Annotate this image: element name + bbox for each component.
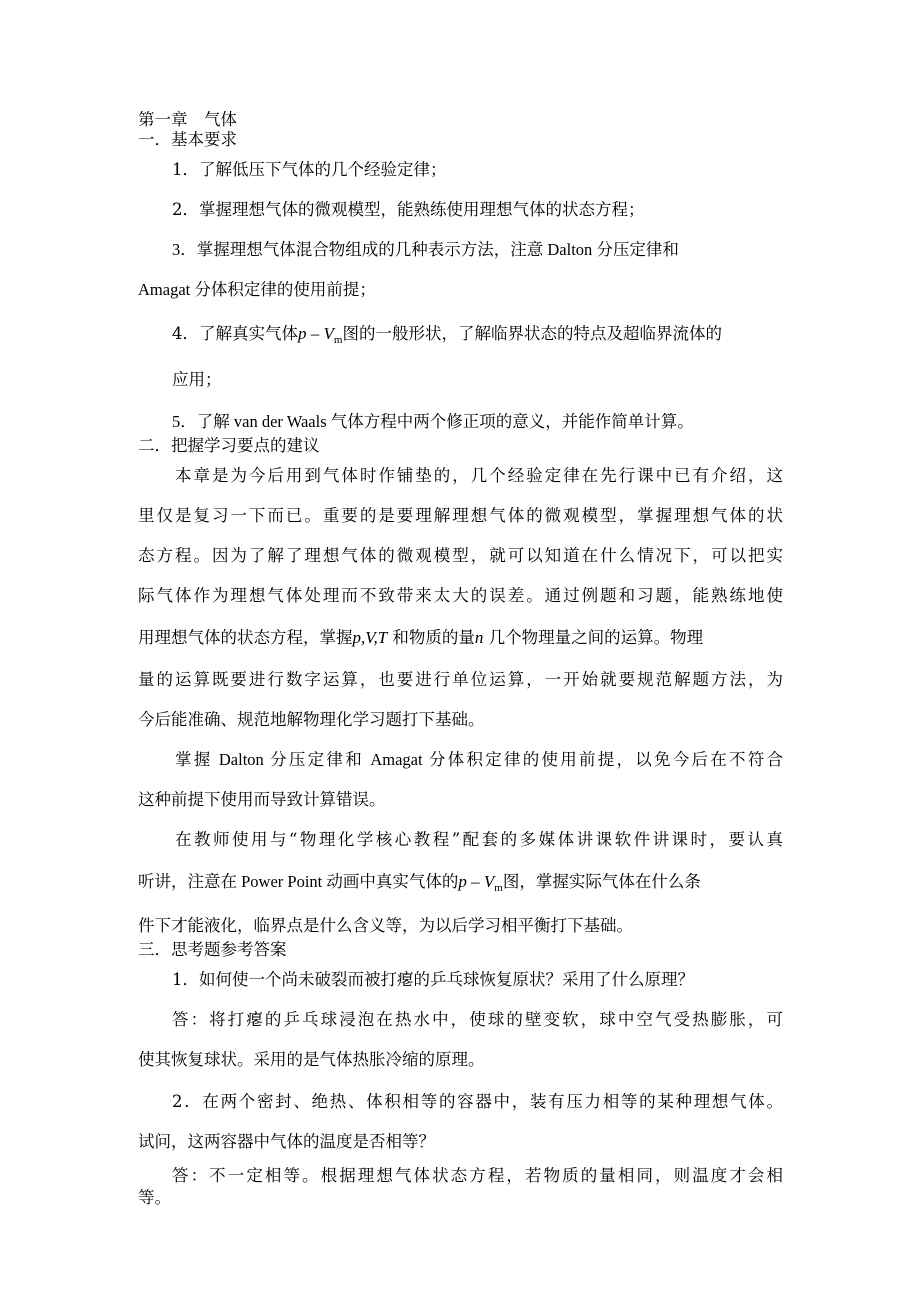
advice-paragraph-1-line-3: 态方程。因为了解了理想气体的微观模型，就可以知道在什么情况下，可以把实 [138,546,783,565]
advice-p3-text-b: 图，掌握实际气体在什么条 [502,872,701,891]
formula-n: n [474,628,484,647]
formula-p-Vm: p – $V_m$ [298,324,343,346]
advice-paragraph-2-line-1: 掌握 Dalton 分压定律和 Amagat 分体积定律的使用前提，以免今后在不符合 [175,750,783,769]
advice-paragraph-1-line-5 [138,628,783,648]
requirement-item-5: 5．了解 van der Waals 气体方程中两个修正项的意义，并能作简单计算。 [172,412,694,431]
question-2-line-1: 2．在两个密封、绝热、体积相等的容器中，装有压力相等的某种理想气体。 [172,1092,783,1111]
requirement-item-1: 1．了解低压下气体的几个经验定律； [172,160,447,179]
chapter-title: 第一章 气体 [138,110,237,129]
formula-p-Vm-2: p – $V_m$ [458,872,503,894]
question-2-line-2: 试问，这两容器中气体的温度是否相等？ [138,1132,435,1151]
advice-p3-text-a: 听讲，注意在 Power Point 动画中真实气体的 [138,872,459,891]
answer-2-line-2: 等。 [138,1188,171,1207]
question-1: 1．如何使一个尚未破裂而被打瘪的乒乓球恢复原状？采用了什么原理？ [172,970,694,989]
advice-text-a: 用理想气体的状态方程，掌握 [138,628,353,647]
advice-paragraph-1-line-1: 本章是为今后用到气体时作铺垫的，几个经验定律在先行课中已有介绍，这 [175,466,783,485]
advice-text-b: 和物质的量 [392,628,475,647]
formula-pVT: p,V,T [352,628,388,647]
advice-paragraph-1-line-6: 量的运算既要进行数字运算，也要进行单位运算，一开始就要规范解题方法，为 [138,670,783,689]
advice-paragraph-3-line-1: 在教师使用与“物理化学核心教程”配套的多媒体讲课软件讲课时，要认真 [175,830,783,849]
advice-paragraph-3-line-3: 件下才能液化，临界点是什么含义等，为以后学习相平衡打下基础。 [138,916,633,935]
requirement-item-2: 2．掌握理想气体的微观模型，能熟练使用理想气体的状态方程； [172,200,645,219]
advice-paragraph-1-line-4: 际气体作为理想气体处理而不致带来太大的误差。通过例题和习题，能熟练地使 [138,586,783,605]
requirement-item-4-cont: 应用； [172,370,222,389]
section-heading-basic-requirements: 一．基本要求 [138,130,237,149]
answer-2-line-1: 答：不一定相等。根据理想气体状态方程，若物质的量相同，则温度才会相 [172,1166,783,1185]
requirement-item-4 [138,324,783,344]
advice-text-c: 几个物理量之间的运算。物理 [488,628,704,647]
requirement-item-3: 3．掌握理想气体混合物组成的几种表示方法，注意 Dalton 分压定律和 [172,240,679,259]
document-page [138,110,783,1208]
answer-1-line-2: 使其恢复球状。采用的是气体热胀冷缩的原理。 [138,1050,485,1069]
advice-paragraph-2-line-2: 这种前提下使用而导致计算错误。 [138,790,386,809]
requirement-item-4-text-a: 4．了解真实气体 [172,324,298,343]
requirement-item-4-text-b: 图的一般形状，了解临界状态的特点及超临界流体的 [342,324,722,343]
section-heading-answers: 三．思考题参考答案 [138,940,287,959]
advice-paragraph-3-line-2 [138,872,783,892]
answer-1-line-1: 答：将打瘪的乒乓球浸泡在热水中，使球的壁变软，球中空气受热膨胀，可 [172,1010,783,1029]
section-heading-study-advice: 二．把握学习要点的建议 [138,436,320,455]
advice-paragraph-1-line-7: 今后能准确、规范地解物理化学习题打下基础。 [138,710,485,729]
requirement-item-3-cont: Amagat 分体积定律的使用前提； [138,280,376,299]
advice-paragraph-1-line-2: 里仅是复习一下而已。重要的是要理解理想气体的微观模型，掌握理想气体的状 [138,506,783,525]
